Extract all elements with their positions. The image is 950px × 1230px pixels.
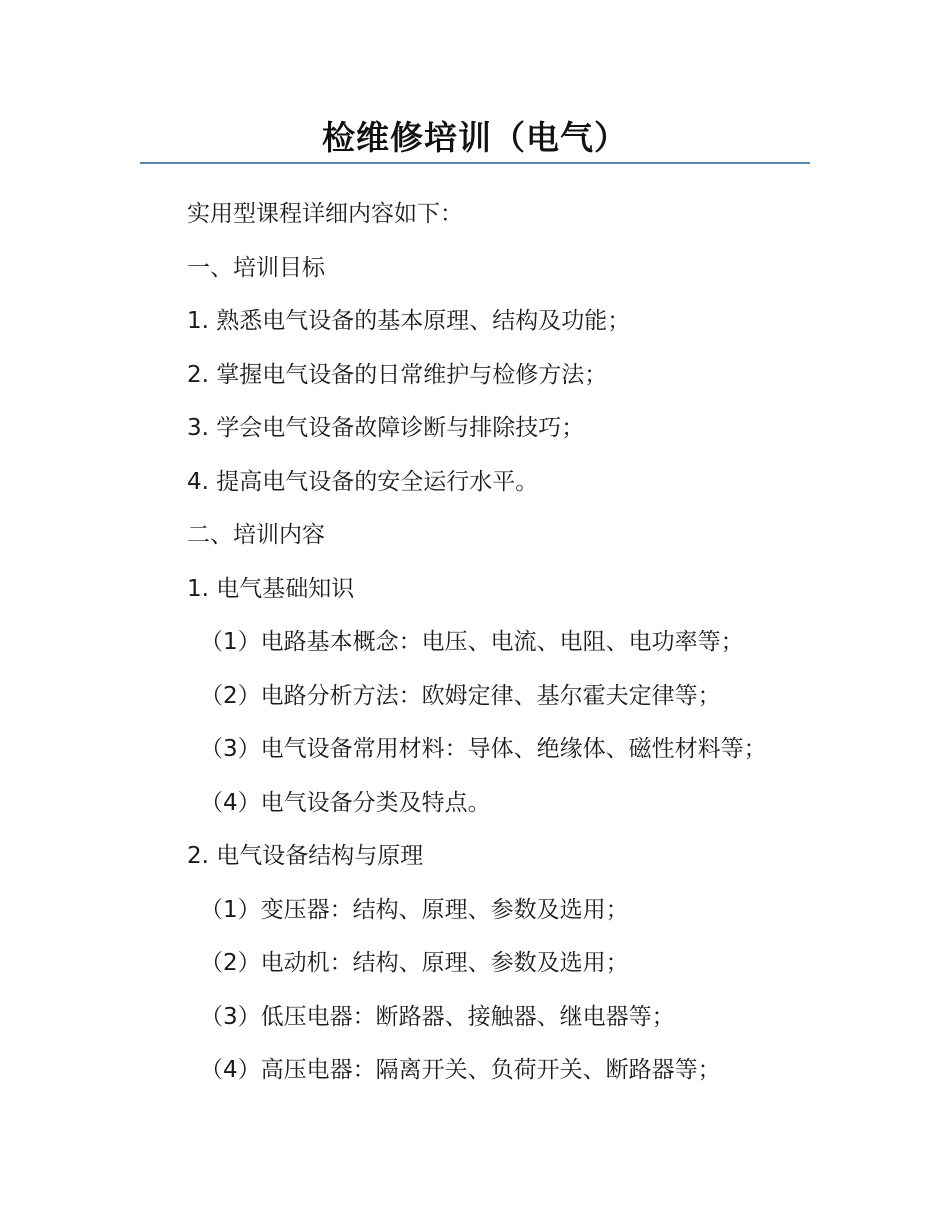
list-item: 1. 熟悉电气设备的基本原理、结构及功能； — [187, 308, 631, 334]
list-item: 4. 提高电气设备的安全运行水平。 — [187, 468, 539, 495]
sub-list-item: （4）电气设备分类及特点。 — [200, 789, 491, 816]
sub-list-item: （2）电动机：结构、原理、参数及选用； — [200, 950, 629, 976]
document-title: 检维修培训（电气） — [322, 118, 628, 157]
subsection-heading: 2. 电气设备结构与原理 — [187, 843, 424, 869]
subsection-heading: 1. 电气基础知识 — [187, 575, 355, 602]
title-underline — [140, 162, 810, 164]
sub-list-item: （1）变压器：结构、原理、参数及选用； — [200, 896, 629, 923]
section-heading-content: 二、培训内容 — [187, 522, 325, 548]
list-item: 3. 学会电气设备故障诊断与排除技巧； — [187, 415, 585, 441]
sub-list-item: （3）低压电器：断路器、接触器、继电器等； — [200, 1003, 675, 1030]
sub-list-item: （3）电气设备常用材料：导体、绝缘体、磁性材料等； — [200, 736, 767, 762]
section-heading-goals: 一、培训目标 — [187, 254, 325, 281]
document-body — [187, 188, 827, 1098]
sub-list-item: （1）电路基本概念：电压、电流、电阻、电功率等； — [200, 629, 744, 655]
intro-line: 实用型课程详细内容如下： — [187, 201, 463, 227]
sub-list-item: （2）电路分析方法：欧姆定律、基尔霍夫定律等； — [200, 682, 721, 709]
sub-list-item: （4）高压电器：隔离开关、负荷开关、断路器等； — [200, 1057, 721, 1083]
list-item: 2. 掌握电气设备的日常维护与检修方法； — [187, 361, 608, 388]
